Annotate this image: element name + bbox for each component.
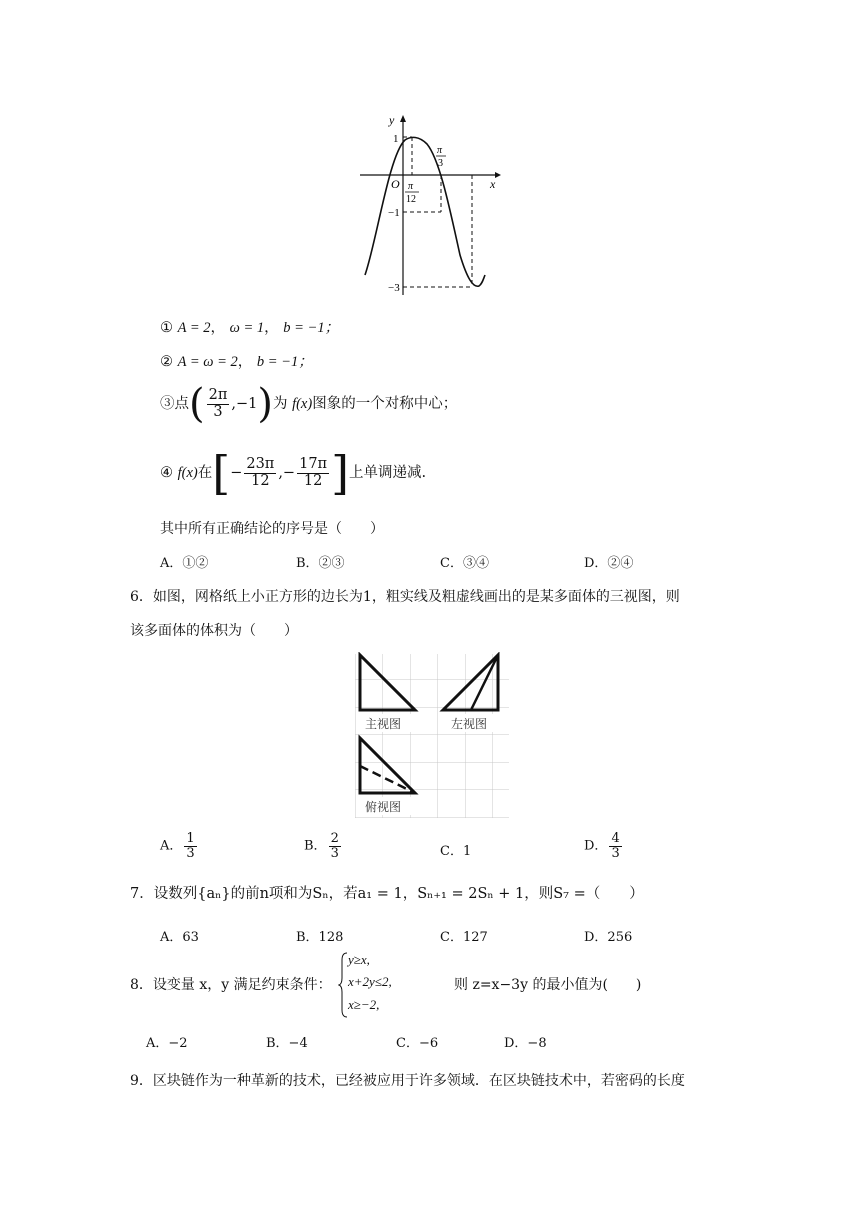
origin-label: O <box>391 177 400 191</box>
q6-option-b[interactable] <box>304 832 343 860</box>
statement-3-mid: 为 <box>272 396 288 412</box>
statement-3-den: 3 <box>213 403 223 420</box>
statement-3-fx: f(x) <box>292 396 313 412</box>
side-view-label: 左视图 <box>451 717 488 731</box>
x-tick-pi12-den: 12 <box>406 194 416 205</box>
q7-option-a[interactable]: A．63 <box>160 930 199 945</box>
q6-option-d-num: 4 <box>611 831 620 846</box>
q5-prompt: 其中所有正确结论的序号是（ ） <box>160 521 384 537</box>
q6-option-c[interactable]: C．1 <box>440 844 472 859</box>
statement-3-tail: 图象的一个对称中心； <box>312 396 458 412</box>
q6-option-a-label: A． <box>160 838 183 854</box>
statement-2-text: A = ω = 2 <box>177 354 238 370</box>
statement-1-marker: ① <box>160 320 173 336</box>
statement-4-num1: 23π <box>246 456 275 473</box>
statement-2-b: b = −1； <box>256 354 313 370</box>
statement-2: ② A = ω = 2， b = −1； <box>160 354 313 370</box>
y-axis-label: y <box>389 113 395 127</box>
q6-option-b-den: 3 <box>330 845 339 861</box>
tick-1-label: 1 <box>393 133 399 145</box>
statement-1-omega: ω = 1 <box>229 320 265 336</box>
q8-constraint-3: x≥−2, <box>348 997 380 1012</box>
statement-4-fraction-1 <box>244 457 276 488</box>
x-axis-label: x <box>490 177 496 191</box>
statement-3 <box>160 381 458 427</box>
q8-brace <box>338 952 348 1018</box>
statement-4-tail: 上单调递减. <box>349 465 427 481</box>
q6-option-b-fraction <box>329 832 341 860</box>
statement-4-in: 在 <box>197 465 213 481</box>
statement-3-marker: ③点 <box>160 396 189 412</box>
statement-4-den2: 12 <box>303 472 323 489</box>
x-tick-pi3-den: 3 <box>438 158 443 169</box>
function-graph <box>355 110 505 300</box>
q5-option-b[interactable]: B．②③ <box>296 556 345 571</box>
q6-option-a-fraction <box>184 832 196 860</box>
statement-3-fraction <box>207 388 230 419</box>
q7-option-c[interactable]: C．127 <box>440 930 488 945</box>
q6-option-d-label: D． <box>584 838 608 854</box>
q8-option-b[interactable]: B．−4 <box>266 1036 308 1051</box>
q8-constraint-1: y≥x, <box>348 952 370 967</box>
q8-constraint-2: x+2y≤2, <box>348 974 392 989</box>
statement-1-A: A = 2 <box>177 320 211 336</box>
q5-option-d[interactable]: D．②④ <box>584 556 634 571</box>
statement-2-marker: ② <box>160 354 173 370</box>
q7-option-b[interactable]: B．128 <box>296 930 344 945</box>
q7-option-d[interactable]: D．256 <box>584 930 633 945</box>
q6-option-d-fraction <box>609 832 621 860</box>
top-view-label: 俯视图 <box>365 800 402 814</box>
statement-4-den1: 12 <box>251 472 270 489</box>
statement-3-close-paren: ) <box>257 381 273 427</box>
front-view-label: 主视图 <box>365 717 402 731</box>
q6-line-1: 6．如图，网格纸上小正方形的边长为1，粗实线及粗虚线画出的是某多面体的三视图，则 <box>130 589 680 605</box>
q6-option-a-den: 3 <box>186 845 195 861</box>
q5-option-c[interactable]: C．③④ <box>440 556 489 571</box>
q6-line-2: 该多面体的体积为（ ） <box>130 623 298 639</box>
q6-option-a[interactable] <box>160 832 199 860</box>
statement-4-marker: ④ <box>160 465 173 481</box>
q8-option-a[interactable]: A．−2 <box>146 1036 188 1051</box>
q5-option-a[interactable]: A．①② <box>160 556 209 571</box>
q7-question: 7．设数列{aₙ}的前n项和为Sₙ，若a₁ = 1，Sₙ₊₁ = 2Sₙ + 1，则S₇ =（ ） <box>130 886 644 902</box>
q6-option-d-den: 3 <box>611 845 620 861</box>
q6-option-d[interactable] <box>584 832 624 860</box>
statement-4: ④ f(x)在[− $\frac{23\pi}{12}$ ,− $\frac{17\pi}{12}$ ]上单调递减. <box>160 446 427 500</box>
q6-option-b-num: 2 <box>330 831 339 846</box>
three-view-figure <box>355 652 510 818</box>
statement-4-num2: 17π <box>299 456 328 473</box>
x-tick-pi12-num: π <box>408 181 414 192</box>
q6-option-a-num: 1 <box>186 831 195 846</box>
x-axis-arrow <box>495 172 501 178</box>
statement-3-after: ,−1 <box>231 396 258 412</box>
statement-1-b: b = −1； <box>283 320 340 336</box>
tick-neg3-label: −3 <box>388 282 400 294</box>
statement-4-fraction-2 <box>297 457 329 488</box>
statement-1: ① A = 2， ω = 1， b = −1； <box>160 320 340 336</box>
statement-4-fx: f(x) <box>177 465 198 481</box>
q9-question: 9．区块链作为一种革新的技术，已经被应用于许多领域．在区块链技术中，若密码的长度 <box>130 1073 685 1089</box>
q8-suffix: 则 z=x−3y 的最小值为( ) <box>454 977 642 993</box>
q8-option-c[interactable]: C．−6 <box>396 1036 439 1051</box>
y-axis-arrow <box>400 115 406 122</box>
q6-option-b-label: B． <box>304 838 327 854</box>
q8-option-d[interactable]: D．−8 <box>504 1036 547 1051</box>
tick-neg1-label: −1 <box>388 207 400 219</box>
statement-3-open-paren: ( <box>189 381 205 427</box>
q8-prefix: 8．设变量 x，y 满足约束条件： <box>130 977 332 993</box>
statement-4-open-bracket: [ <box>212 446 231 500</box>
statement-4-close-bracket: ] <box>331 446 350 500</box>
statement-3-num: 2π <box>208 387 228 404</box>
x-tick-pi3-num: π <box>437 145 443 156</box>
